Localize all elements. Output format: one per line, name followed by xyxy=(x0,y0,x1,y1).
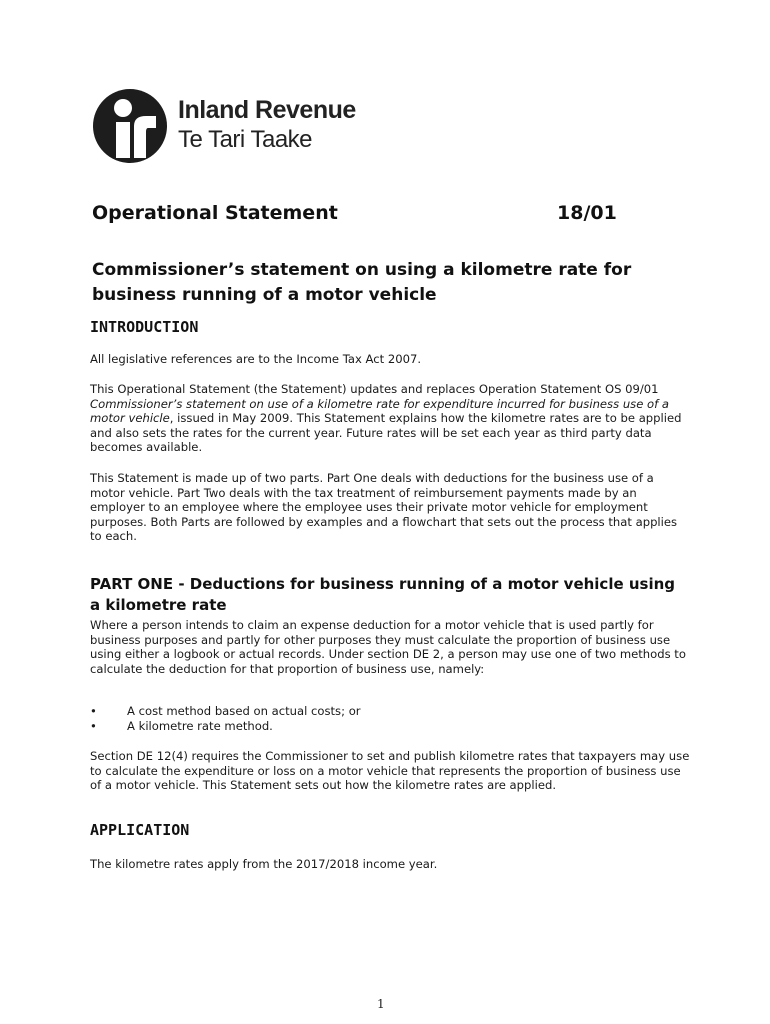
introduction-paragraph-2-text-a: This Operational Statement (the Statement) updates and replaces Operation Statement OS 09/01 xyxy=(90,382,659,396)
introduction-paragraph-3: This Statement is made up of two parts. Part One deals with deductions for the business use of a motor vehicle. Part Two deals with the tax treatment of reimbursement payments made by an employer to an employee where the employee uses their private motor vehicle for employment purposes. Both Parts are followed by examples and a flowchart that sets out the process that applies to each. xyxy=(90,471,678,544)
logo-subtitle: Te Tari Taake xyxy=(178,126,313,153)
list-item xyxy=(90,704,690,719)
introduction-paragraph-2-text-b: , issued in May 2009. This Statement explains how the kilometre rates are to be applied and also sets the rates for the current year. Future rates will be set each year as third party data becomes available. xyxy=(90,411,682,455)
part-one-paragraph-1: Where a person intends to claim an expense deduction for a motor vehicle that is used partly for business purposes and partly for other purposes they must calculate the proportion of business use using either a logbook or actual records. Under section DE 2, a person may use one of two methods to calculate the deduction for that proportion of business use, namely: xyxy=(90,618,686,676)
logo-title: Inland Revenue xyxy=(178,96,356,124)
page-number: 1 xyxy=(377,997,385,1011)
ir-emblem-icon xyxy=(90,86,170,166)
statement-number: 18/01 xyxy=(557,202,617,224)
application-paragraph-1: The kilometre rates apply from the 2017/2018 income year. xyxy=(90,857,438,871)
application-heading: APPLICATION xyxy=(90,821,190,839)
part-one-heading: PART ONE - Deductions for business running of a motor vehicle using a kilometre rate xyxy=(90,575,676,614)
bullet-icon: • xyxy=(90,704,97,718)
inland-revenue-logo xyxy=(90,86,380,166)
part-one-paragraph-2: Section DE 12(4) requires the Commissioner to set and publish kilometre rates that taxpayers may use to calculate the expenditure or loss on a motor vehicle that represents the proportion of business use of a motor vehicle. This Statement sets out how the kilometre rates are applied. xyxy=(90,749,690,793)
introduction-heading: INTRODUCTION xyxy=(90,318,199,336)
method-list xyxy=(90,704,690,734)
referenced-statement-title: Commissioner’s statement on use of a kilometre rate for expenditure incurred for business use of a motor vehicle xyxy=(90,396,669,426)
list-item xyxy=(90,719,690,734)
introduction-paragraph-2 xyxy=(90,382,690,455)
statement-label: Operational Statement xyxy=(92,202,338,224)
bullet-icon: • xyxy=(90,719,97,733)
introduction-paragraph-1: All legislative references are to the Income Tax Act 2007. xyxy=(90,352,422,366)
list-item-text: A cost method based on actual costs; or xyxy=(127,704,361,718)
list-item-text: A kilometre rate method. xyxy=(127,719,273,733)
document-title: Commissioner’s statement on using a kilometre rate for business running of a motor vehicle xyxy=(92,260,632,305)
